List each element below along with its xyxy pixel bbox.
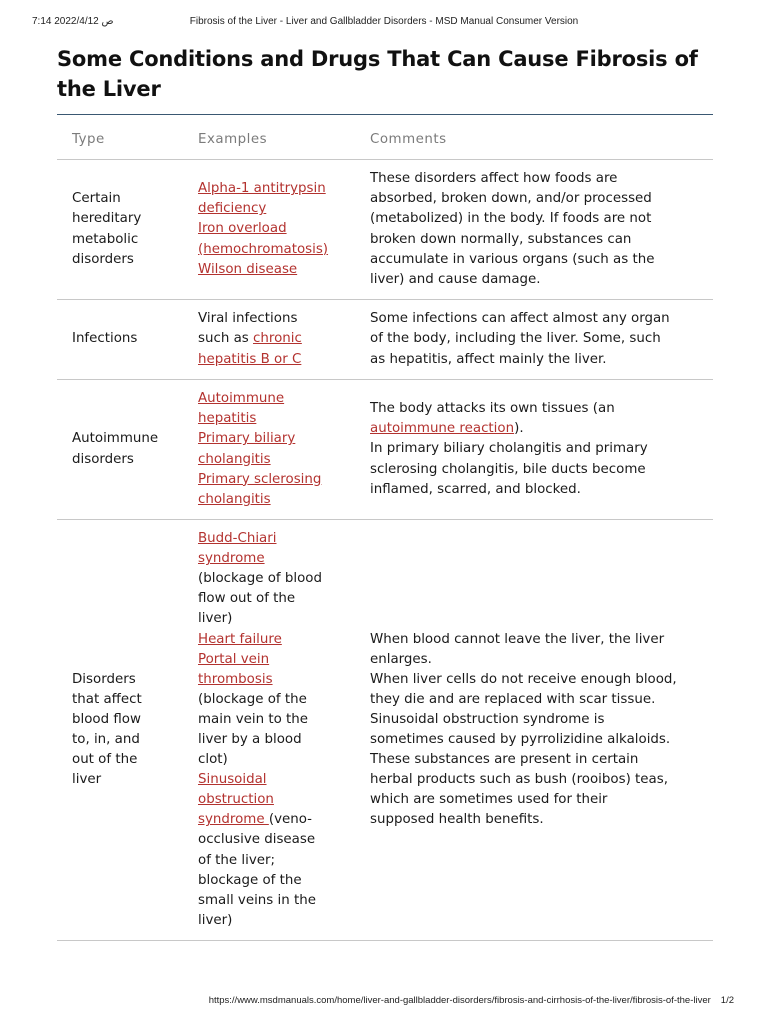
example-text: small veins in the	[198, 892, 316, 908]
comment-text: enlarges.	[370, 651, 432, 667]
example-text: clot)	[198, 752, 228, 768]
comment-text: These disorders affect how foods are	[370, 171, 618, 187]
header-comments: Comments	[355, 122, 713, 160]
comments-cell	[355, 520, 713, 941]
examples-cell	[183, 160, 355, 300]
link-portal-vein-thrombosis[interactable]: Portal vein	[198, 651, 270, 667]
example-text: liver)	[198, 912, 233, 928]
comment-text: sometimes caused by pyrrolizidine alkaloids.	[370, 732, 671, 747]
link-primary-sclerosing-cholangitis[interactable]: Primary sclerosing	[198, 471, 322, 487]
link-sinusoidal-obstruction-syndrome[interactable]: obstruction	[198, 792, 274, 808]
comments-cell	[355, 380, 713, 520]
link-chronic-hepatitis[interactable]: chronic	[253, 331, 302, 347]
type-text: Infections	[72, 331, 138, 347]
type-text: to, in, and	[72, 732, 140, 747]
type-text: out of the	[72, 752, 138, 768]
comment-text: The body attacks its own tissues (an	[370, 401, 615, 417]
comment-text: supposed health benefits.	[370, 812, 544, 828]
example-text: (veno-	[268, 812, 312, 828]
link-iron-overload[interactable]: Iron overload	[198, 221, 287, 237]
comment-text: inflamed, scarred, and blocked.	[370, 481, 581, 497]
comment-text: Sinusoidal obstruction syndrome is	[370, 711, 605, 727]
link-sinusoidal-obstruction-syndrome[interactable]: Sinusoidal	[198, 772, 267, 788]
link-budd-chiari-syndrome[interactable]: Budd-Chiari	[198, 531, 277, 547]
type-cell	[57, 160, 183, 300]
table-row	[57, 520, 713, 941]
example-text: main vein to the	[198, 711, 309, 727]
examples-cell	[183, 380, 355, 520]
examples-cell	[183, 520, 355, 941]
conditions-table	[57, 122, 713, 941]
link-budd-chiari-syndrome[interactable]: syndrome	[198, 551, 265, 567]
table-row	[57, 160, 713, 300]
type-cell	[57, 300, 183, 380]
link-chronic-hepatitis[interactable]: hepatitis B or C	[198, 351, 302, 367]
link-autoimmune-reaction[interactable]: autoimmune reaction	[370, 421, 515, 437]
print-footer	[0, 995, 734, 1006]
comment-text: In primary biliary cholangitis and primary	[370, 441, 648, 457]
type-text: Certain	[72, 191, 121, 207]
link-autoimmune-hepatitis[interactable]: hepatitis	[198, 411, 257, 427]
type-text: Autoimmune	[72, 431, 159, 447]
link-wilson-disease[interactable]: Wilson disease	[198, 261, 298, 277]
comment-text: of the body, including the liver. Some, such	[370, 331, 661, 347]
link-portal-vein-thrombosis[interactable]: thrombosis	[198, 671, 273, 687]
comment-text: (metabolized) in the body. If foods are not	[370, 211, 652, 227]
header-examples: Examples	[183, 122, 355, 160]
link-heart-failure[interactable]: Heart failure	[198, 631, 282, 647]
example-text: flow out of the	[198, 591, 296, 607]
comment-text: as hepatitis, affect mainly the liver.	[370, 351, 607, 367]
link-iron-overload[interactable]: (hemochromatosis)	[198, 241, 329, 257]
comment-text: When blood cannot leave the liver, the liver	[370, 631, 665, 647]
print-url: https://www.msdmanuals.com/home/liver-and-gallbladder-disorders/fibrosis-and-cirrhosis-of-the-liver/fibrosis-of-the-liver	[208, 995, 711, 1006]
comment-text: ).	[514, 421, 524, 437]
example-text: occlusive disease	[198, 832, 316, 848]
type-text: hereditary	[72, 211, 142, 227]
comment-text: liver) and cause damage.	[370, 271, 541, 287]
link-primary-biliary-cholangitis[interactable]: cholangitis	[198, 451, 271, 467]
comment-text: sclerosing cholangitis, bile ducts become	[370, 461, 646, 477]
comments-cell	[355, 300, 713, 380]
type-text: blood flow	[72, 711, 141, 727]
link-alpha-1-antitrypsin-deficiency[interactable]: deficiency	[198, 201, 267, 217]
link-sinusoidal-obstruction-syndrome[interactable]: syndrome	[198, 812, 269, 828]
table-row	[57, 300, 713, 380]
type-text: disorders	[72, 451, 134, 467]
comment-text: Some infections can affect almost any organ	[370, 311, 670, 327]
print-page-title: Fibrosis of the Liver - Liver and Gallbladder Disorders - MSD Manual Consumer Version	[189, 16, 579, 27]
example-text: liver)	[198, 611, 233, 627]
example-text: Viral infections	[198, 311, 298, 327]
comment-text: herbal products such as bush (rooibos) teas,	[370, 772, 668, 788]
example-text: of the liver;	[198, 852, 276, 868]
type-text: disorders	[72, 251, 134, 267]
comments-cell	[355, 160, 713, 300]
link-primary-sclerosing-cholangitis[interactable]: cholangitis	[198, 491, 271, 507]
example-text: (blockage of blood	[198, 571, 322, 587]
print-header	[32, 16, 736, 30]
table-row	[57, 380, 713, 520]
link-autoimmune-hepatitis[interactable]: Autoimmune	[198, 391, 285, 407]
page-number: 1/2	[720, 995, 734, 1006]
comment-text: they die and are replaced with scar tissue.	[370, 691, 656, 707]
type-cell	[57, 520, 183, 941]
type-text: metabolic	[72, 231, 139, 247]
print-timestamp: 7:14 2022/4/12 ص	[32, 16, 114, 27]
table-header-row	[57, 122, 713, 160]
title-divider	[57, 114, 713, 115]
example-text: (blockage of the	[198, 691, 307, 707]
comment-text: absorbed, broken down, and/or processed	[370, 191, 652, 207]
type-text: liver	[72, 772, 102, 788]
link-alpha-1-antitrypsin-deficiency[interactable]: Alpha-1 antitrypsin	[198, 181, 326, 197]
example-text: blockage of the	[198, 872, 302, 888]
link-primary-biliary-cholangitis[interactable]: Primary biliary	[198, 431, 296, 447]
comment-text: These substances are present in certain	[370, 752, 639, 768]
comment-text: which are sometimes used for their	[370, 792, 608, 808]
comment-text: accumulate in various organs (such as the	[370, 251, 655, 267]
examples-cell	[183, 300, 355, 380]
type-text: that affect	[72, 691, 142, 707]
comment-text: When liver cells do not receive enough blood,	[370, 671, 677, 687]
example-text: such as	[198, 331, 254, 347]
header-type: Type	[57, 122, 183, 160]
type-text: Disorders	[72, 671, 136, 687]
comment-text: broken down normally, substances can	[370, 231, 632, 247]
example-text: liver by a blood	[198, 732, 302, 747]
type-cell	[57, 380, 183, 520]
page-title: Some Conditions and Drugs That Can Cause Fibrosis of the Liver	[57, 47, 698, 101]
